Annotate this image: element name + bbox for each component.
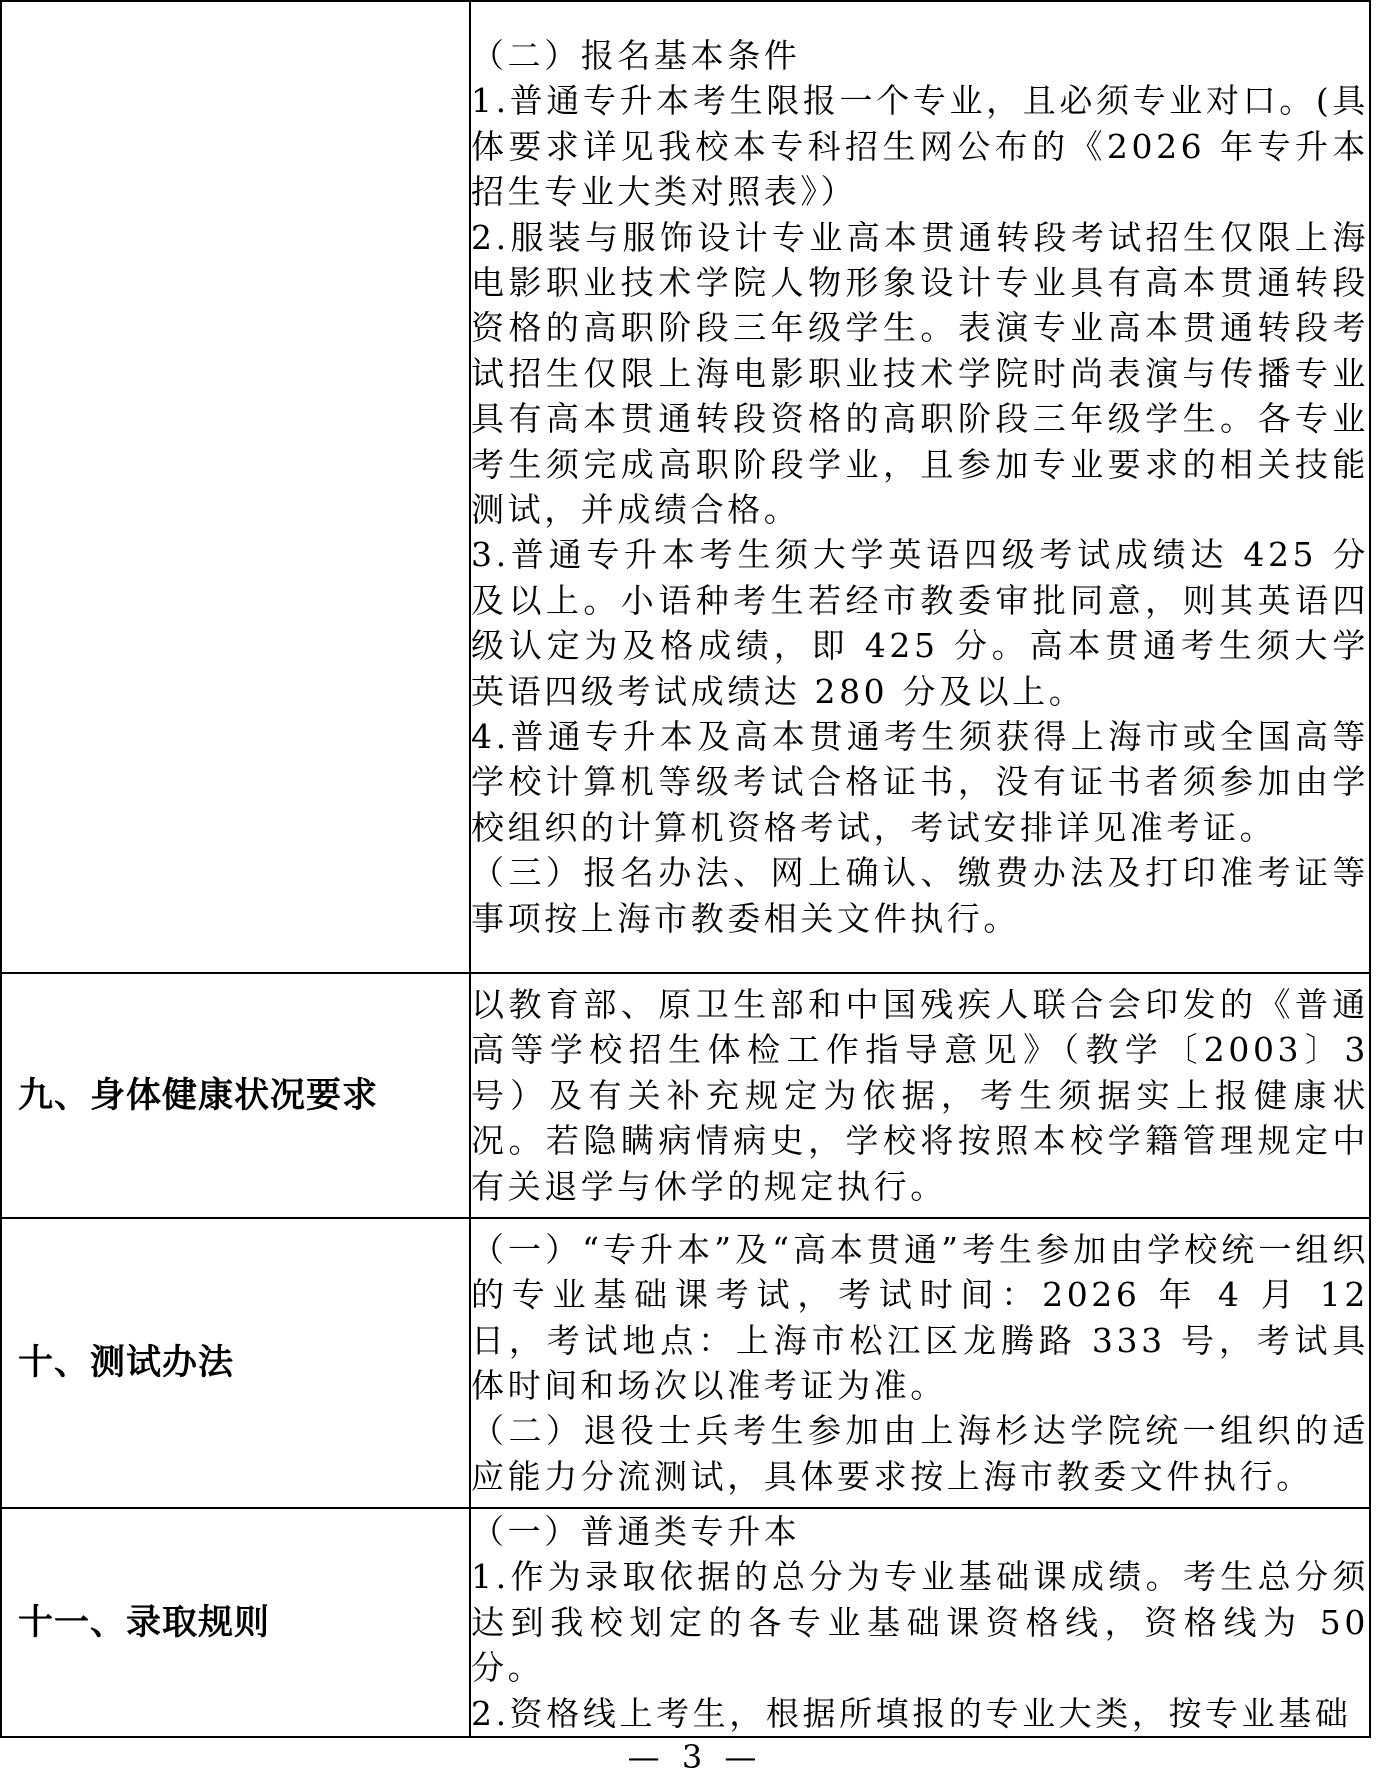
page-number: — 3 —	[627, 1738, 763, 1776]
row-content-cell	[470, 1218, 1370, 1508]
row-content-cell	[470, 1508, 1370, 1737]
paragraph: （一）普通类专升本	[471, 1512, 801, 1551]
paragraph: 以教育部、原卫生部和中国残疾人联合会印发的《普通高等学校招生体检工作指导意见》（教学〔2003〕3 号）及有关补充规定为依据，考生须据实上报健康状况。若隐瞒病情病史，学校将按照本校学籍管理规定中有关退学与休学的规定执行。	[471, 984, 1369, 1206]
row-topic: 十一、录取规则	[18, 1602, 271, 1643]
paragraph: 1.作为录取依据的总分为专业基础课成绩。考生总分须达到我校划定的各专业基础课资格线，资格线为 50 分。	[471, 1557, 1369, 1688]
table-row	[1, 973, 1370, 1218]
paragraph: 2.服装与服饰设计专业高本贯通转段考试招生仅限上海电影职业技术学院人物形象设计专业具有高本贯通转段资格的高职阶段三年级学生。表演专业高本贯通转段考试招生仅限上海电影职业技术学院时尚表演与传播专业具有高本贯通转段资格的高职阶段三年级学生。各专业考生须完成高职阶段学业，且参加专业要求的相关技能测试，并成绩合格。	[471, 217, 1369, 529]
row-topic: 十、测试办法	[18, 1343, 235, 1383]
table-row	[1, 1508, 1370, 1737]
paragraph: （二）退役士兵考生参加由上海杉达学院统一组织的适应能力分流测试，具体要求按上海市教委文件执行。	[471, 1411, 1369, 1496]
paragraph: （一）“专升本”及“高本贯通”考生参加由学校统一组织的专业基础课考试，考试时间：2026 年 4 月 12 日，考试地点：上海市松江区龙腾路 333 号，考试具体时间和场次以准考证为准。	[471, 1229, 1369, 1405]
paragraph: 4.普通专升本及高本贯通考生须获得上海市或全国高等学校计算机等级考试合格证书，没有证书者须参加由学校组织的计算机资格考试，考试安排详见准考证。	[471, 717, 1369, 847]
row-topic-cell	[1, 1, 470, 973]
paragraph: （三）报名办法、网上确认、缴费办法及打印准考证等事项按上海市教委相关文件执行。	[471, 853, 1369, 938]
paragraph: 1.普通专升本考生限报一个专业，且必须专业对口。(具体要求详见我校本专科招生网公布的《2026 年专升本招生专业大类对照表》）	[471, 81, 1369, 212]
row-topic-cell	[1, 1218, 470, 1508]
table-row	[1, 1218, 1370, 1508]
row-topic-cell	[1, 973, 470, 1218]
paragraph: （二）报名基本条件	[471, 35, 801, 75]
row-topic: 九、身体健康状况要求	[18, 1075, 379, 1116]
paragraph: 2.资格线上考生，根据所填报的专业大类，按专业基础	[471, 1693, 1352, 1733]
paragraph: 3.普通专升本考生须大学英语四级考试成绩达 425 分及以上。小语种考生若经市教委审批同意，则其英语四级认定为及格成绩，即 425 分。高本贯通考生须大学英语四级考试成绩达 280 分及以上。	[471, 535, 1369, 711]
row-topic-cell	[1, 1508, 470, 1737]
row-content-cell	[470, 1, 1370, 973]
table-row	[1, 1, 1370, 973]
row-content-cell	[470, 973, 1370, 1218]
